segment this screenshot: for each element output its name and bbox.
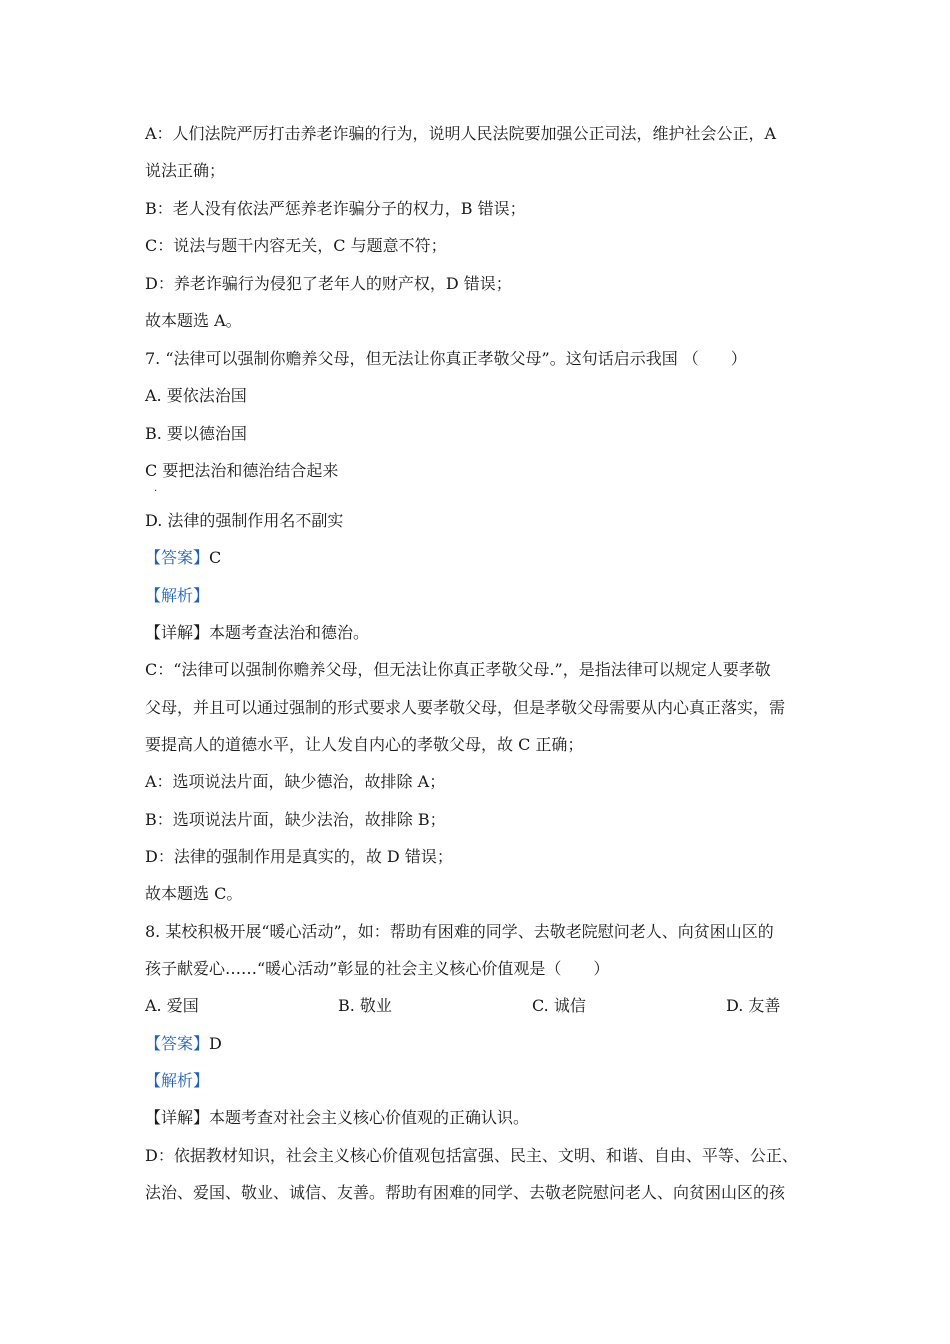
q8-option-c: C. 诚信 (532, 996, 586, 1015)
q7-option-c-dot: . (154, 483, 158, 494)
q7-explanation-line: 要提高人的道德水平，让人发自内心的孝敬父母，故 C 正确； (145, 735, 584, 754)
q7-option-d: D. 法律的强制作用名不副实 (145, 511, 344, 530)
q7-explanation-line: C：“法律可以强制你赡养父母，但无法让你真正孝敬父母.”，是指法律可以规定人要孝敬 (145, 660, 771, 679)
analysis-tag: 【解析】 (145, 1071, 210, 1090)
q8-explanation-line: D：依据教材知识，社会主义核心价值观包括富强、民主、文明、和谐、自由、平等、公正、 (145, 1146, 798, 1165)
q7-explanation-line: A：选项说法片面，缺少德治，故排除 A； (145, 772, 446, 791)
answer-value: D (209, 1034, 222, 1053)
q8-explanation-line: 法治、爱国、敬业、诚信、友善。帮助有困难的同学、去敬老院慰问老人、向贫困山区的孩 (145, 1183, 786, 1202)
q7-option-a: A. 要依法治国 (145, 386, 247, 405)
q8-analysis (145, 1071, 209, 1091)
q7-explanation-line: D：法律的强制作用是真实的，故 D 错误； (145, 847, 453, 866)
answer-tag: 【答案】 (145, 548, 210, 567)
q6-explanation-line: D：养老诈骗行为侵犯了老年人的财产权，D 错误； (145, 274, 512, 293)
q6-conclusion: 故本题选 A。 (145, 311, 242, 330)
q8-option-b: B. 敬业 (338, 996, 392, 1015)
q7-explanation-line: 父母，并且可以通过强制的形式要求人要孝敬父母，但是孝敬父母需要从内心真正落实，需 (145, 698, 786, 717)
q8-option-a: A. 爱国 (145, 996, 199, 1015)
answer-value: C (209, 548, 222, 567)
q7-analysis (145, 586, 209, 606)
analysis-tag: 【解析】 (145, 586, 210, 605)
q6-explanation-line: C：说法与题干内容无关，C 与题意不符； (145, 236, 447, 255)
q7-stem: 7. “法律可以强制你赡养父母，但无法让你真正孝敬父母”。这句话启示我国 （ ） (145, 349, 747, 368)
q8-answer (145, 1034, 222, 1054)
q7-option-b: B. 要以德治国 (145, 424, 247, 443)
detail-tag: 【详解】 (145, 1108, 210, 1127)
q8-stem-line: 孩子献爱心……“暖心活动”彰显的社会主义核心价值观是（ ） (145, 959, 610, 978)
detail-tag: 【详解】 (145, 623, 210, 642)
detail-text: 本题考查对社会主义核心价值观的正确认识。 (209, 1108, 530, 1127)
q8-option-d: D. 友善 (726, 996, 781, 1015)
detail-text: 本题考查法治和德治。 (209, 623, 370, 642)
q8-detail (145, 1108, 529, 1128)
q7-answer (145, 548, 221, 568)
q6-explanation-line: A：人们法院严厉打击养老诈骗的行为，说明人民法院要加强公正司法，维护社会公正，A (145, 124, 777, 143)
q7-detail (145, 623, 369, 643)
q7-explanation-line: B：选项说法片面，缺少法治，故排除 B； (145, 810, 446, 829)
q6-explanation-line: B：老人没有依法严惩养老诈骗分子的权力，B 错误； (145, 199, 526, 218)
q7-option-c: C 要把法治和德治结合起来 (145, 461, 339, 480)
answer-tag: 【答案】 (145, 1034, 210, 1053)
q6-explanation-line: 说法正确； (145, 161, 226, 180)
q7-conclusion: 故本题选 C。 (145, 884, 243, 903)
q8-stem-line: 8. 某校积极开展“暖心活动”，如：帮助有困难的同学、去敬老院慰问老人、向贫困山区的 (145, 922, 774, 941)
